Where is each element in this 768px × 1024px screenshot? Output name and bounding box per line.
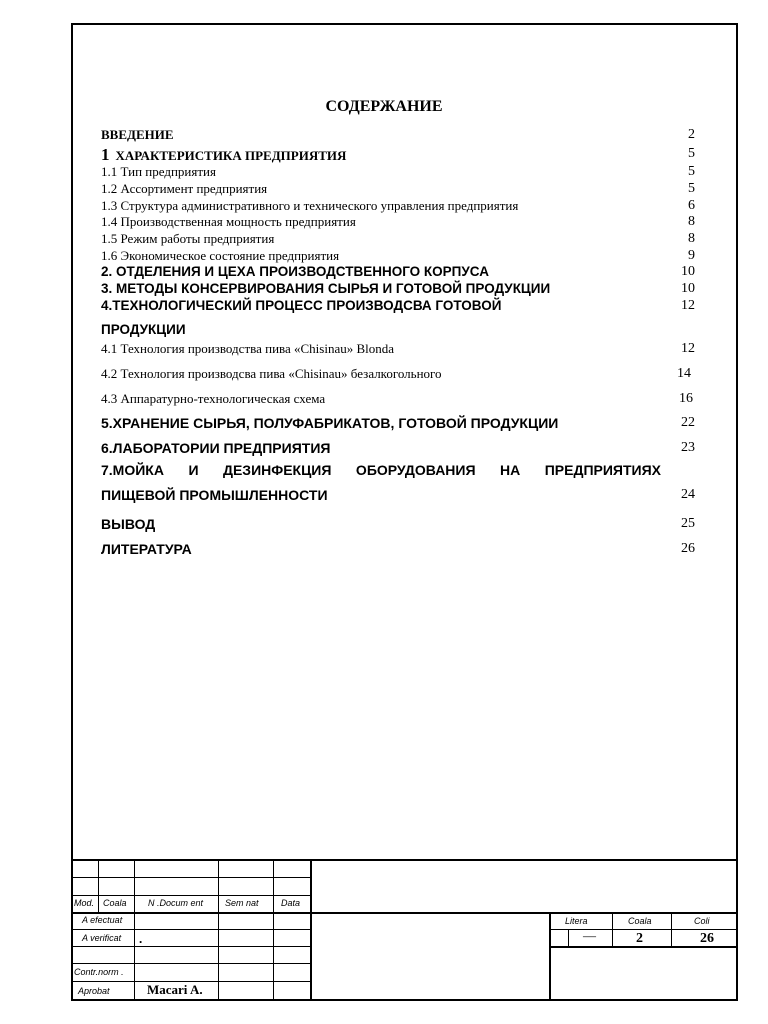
title-block-row-efectuat: A efectuat	[82, 915, 123, 925]
toc-entry-text: 3. МЕТОДЫ КОНСЕРВИРОВАНИЯ СЫРЬЯ И ГОТОВОЙ ПРОДУКЦИИ	[101, 281, 551, 296]
title-block-sheet-count: 26	[700, 931, 714, 946]
toc-entry-page: 24	[681, 487, 695, 502]
toc-entry-page: 2	[688, 127, 695, 142]
title-block-header-coala: Coala	[103, 898, 127, 908]
toc-entry-page: 12	[681, 298, 695, 313]
toc-section-number: 1	[101, 145, 110, 164]
toc-entry-text: ВВЕДЕНИЕ	[101, 127, 174, 142]
toc-entry-page: 10	[681, 281, 695, 296]
toc-entry-page: 14	[677, 366, 691, 381]
toc-entry-text: 1.1 Тип предприятия	[101, 164, 216, 179]
toc-entry-text: ПИЩЕВОЙ ПРОМЫШЛЕННОСТИ	[101, 487, 328, 503]
toc-entry-text: 4.ТЕХНОЛОГИЧЕСКИЙ ПРОЦЕСС ПРОИЗВОДСВА ГОТОВОЙ	[101, 298, 502, 313]
toc-entry-page: 5	[688, 181, 695, 196]
toc-entry-page: 8	[688, 214, 695, 229]
toc-entry-text: 5.ХРАНЕНИЕ СЫРЬЯ, ПОЛУФАБРИКАТОВ, ГОТОВОЙ ПРОДУКЦИИ	[101, 415, 559, 431]
title-block-header-mod: Mod.	[74, 898, 95, 908]
title-block-sheet-number: 2	[636, 931, 643, 946]
toc-entry-text: 2. ОТДЕЛЕНИЯ И ЦЕХА ПРОИЗВОДСТВЕННОГО КОРПУСА	[101, 264, 489, 279]
title-block-row-contr-norm: Contr.norm .	[74, 967, 124, 977]
toc-entry-text	[101, 462, 661, 478]
title-block-verificat-mark: .	[139, 931, 143, 946]
toc-entry-text: ВЫВОД	[101, 516, 156, 532]
toc-entry-text: ЛИТЕРАТУРА	[101, 541, 192, 557]
toc-entry-page: 6	[688, 198, 695, 213]
toc-entry-text: ХАРАКТЕРИСТИКА ПРЕДПРИЯТИЯ	[115, 148, 347, 163]
toc-entry-line-2	[101, 487, 695, 503]
toc-entry-text: ПРОДУКЦИИ	[101, 322, 186, 337]
toc-entry-text: 4.1 Технология производства пива «Chisinau» Blonda	[101, 341, 395, 356]
toc-entry-page: 12	[681, 341, 695, 356]
toc-entry-page: 10	[681, 264, 695, 279]
contents-title: СОДЕРЖАНИЕ	[325, 98, 443, 115]
toc-entry-page: 5	[688, 164, 695, 179]
toc-entry-text: 1.5 Режим работы предприятия	[101, 231, 275, 246]
toc-entry-text: 4.2 Технология производсва пива «Chisinau» безалкогольного	[101, 366, 442, 381]
title-block-litera-value: —	[583, 928, 596, 943]
toc-entry-page: 5	[688, 146, 695, 161]
toc-entry-text: 1.6 Экономическое состояние предприятия	[101, 248, 340, 263]
title-block-approver-name: Macari A.	[147, 982, 203, 997]
toc-entry-text: 1.4 Производственная мощность предприятия	[101, 214, 356, 229]
title-block-sheets-label: Coli	[694, 916, 710, 926]
toc-entry-page: 9	[688, 248, 695, 263]
toc-entry-text: 1.3 Структура административного и технического управления предприятия	[101, 198, 519, 213]
title-block-header-document: N .Docum ent	[148, 898, 204, 908]
toc-entry-text: 6.ЛАБОРАТОРИИ ПРЕДПРИЯТИЯ	[101, 440, 331, 456]
toc-entry-page: 25	[681, 516, 695, 531]
toc-entry-section-7	[101, 462, 695, 503]
title-block-row-aprobat: Aprobat	[78, 986, 110, 996]
toc-entry-page: 22	[681, 415, 695, 430]
title-block-row-verificat: A verificat	[82, 933, 122, 943]
title-block-header-date: Data	[281, 898, 301, 908]
title-block-sheet-label: Coala	[628, 916, 652, 926]
toc-entry-page: 23	[681, 440, 695, 455]
toc-entry-text: 1.2 Ассортимент предприятия	[101, 181, 268, 196]
toc-entry-page: 26	[681, 541, 695, 556]
toc-entry-line-1: 7.МОЙКА И ДЕЗИНФЕКЦИЯ ОБОРУДОВАНИЯ НА ПРЕДПРИЯТИЯХ	[101, 462, 661, 478]
title-block-header-signature: Sem nat	[225, 898, 259, 908]
title-block-litera-label: Litera	[565, 916, 588, 926]
toc-entry-page: 8	[688, 231, 695, 246]
toc-entry-page: 16	[679, 391, 693, 406]
toc-entry-text: 4.3 Аппаратурно-технологическая схема	[101, 391, 326, 406]
